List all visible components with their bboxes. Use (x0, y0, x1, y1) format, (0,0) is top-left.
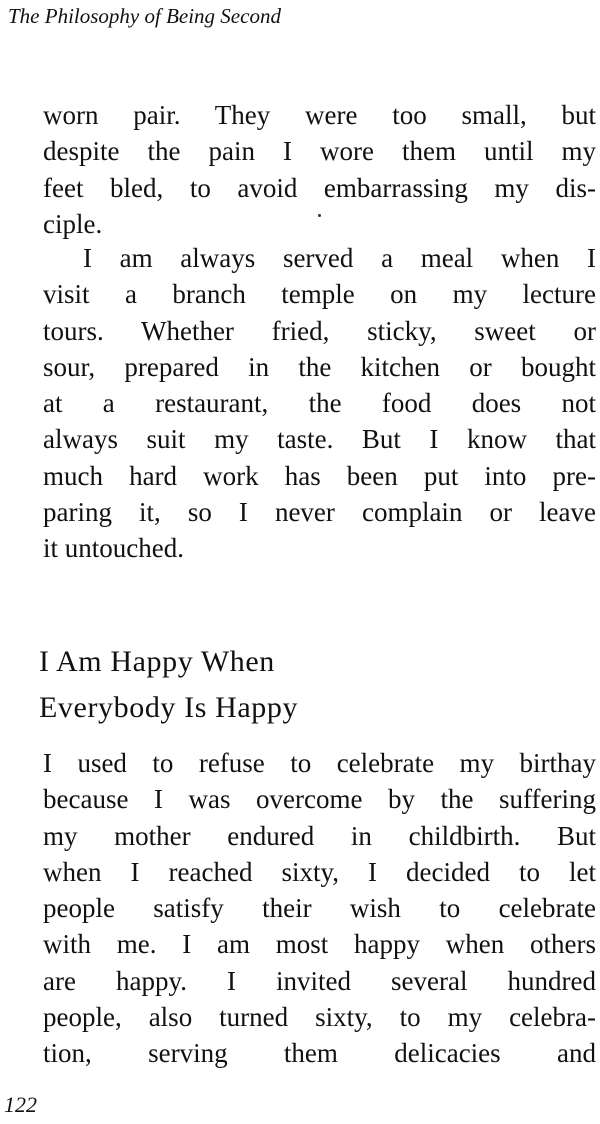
paragraph-1 (43, 97, 596, 242)
text-line: I used to refuse to celebrate my birthay (43, 748, 596, 778)
text-line: despite the pain I wore them until my (43, 136, 596, 167)
text-line: it untouched. (43, 533, 184, 564)
text-line: are happy. I invited several hundred (43, 965, 596, 996)
running-head: The Philosophy of Being Second (8, 4, 281, 28)
section-heading-line-2: Everybody Is Happy (39, 691, 299, 724)
paragraph-3 (43, 745, 596, 1072)
text-line: people satisfy their wish to celebrate (43, 893, 596, 924)
paragraph-2 (43, 240, 596, 567)
text-line: much hard work has been put into pre- (43, 460, 596, 491)
print-speck (318, 214, 321, 217)
text-line: tion, serving them delicacies and (43, 1038, 596, 1069)
text-line: I am always served a meal when I (83, 243, 596, 273)
page-number: 122 (4, 1092, 37, 1117)
text-line: people, also turned sixty, to my celebra- (43, 1002, 596, 1033)
text-line: at a restaurant, the food does not (43, 388, 596, 419)
text-line: sour, prepared in the kitchen or bought (43, 351, 596, 382)
text-line: visit a branch temple on my lecture (43, 279, 596, 310)
text-line: tours. Whether fried, sticky, sweet or (43, 315, 596, 346)
text-line: when I reached sixty, I decided to let (43, 856, 596, 887)
text-line: ciple. (43, 208, 103, 239)
text-line: feet bled, to avoid embarrassing my dis- (43, 172, 596, 203)
text-line: paring it, so I never complain or leave (43, 497, 596, 528)
text-line: worn pair. They were too small, but (43, 100, 596, 130)
section-heading-line-1: I Am Happy When (39, 645, 275, 678)
text-line: my mother endured in childbirth. But (43, 820, 596, 851)
text-line: with me. I am most happy when others (43, 929, 596, 960)
text-line: always suit my taste. But I know that (43, 424, 596, 455)
text-line: because I was overcome by the suffering (43, 784, 596, 815)
